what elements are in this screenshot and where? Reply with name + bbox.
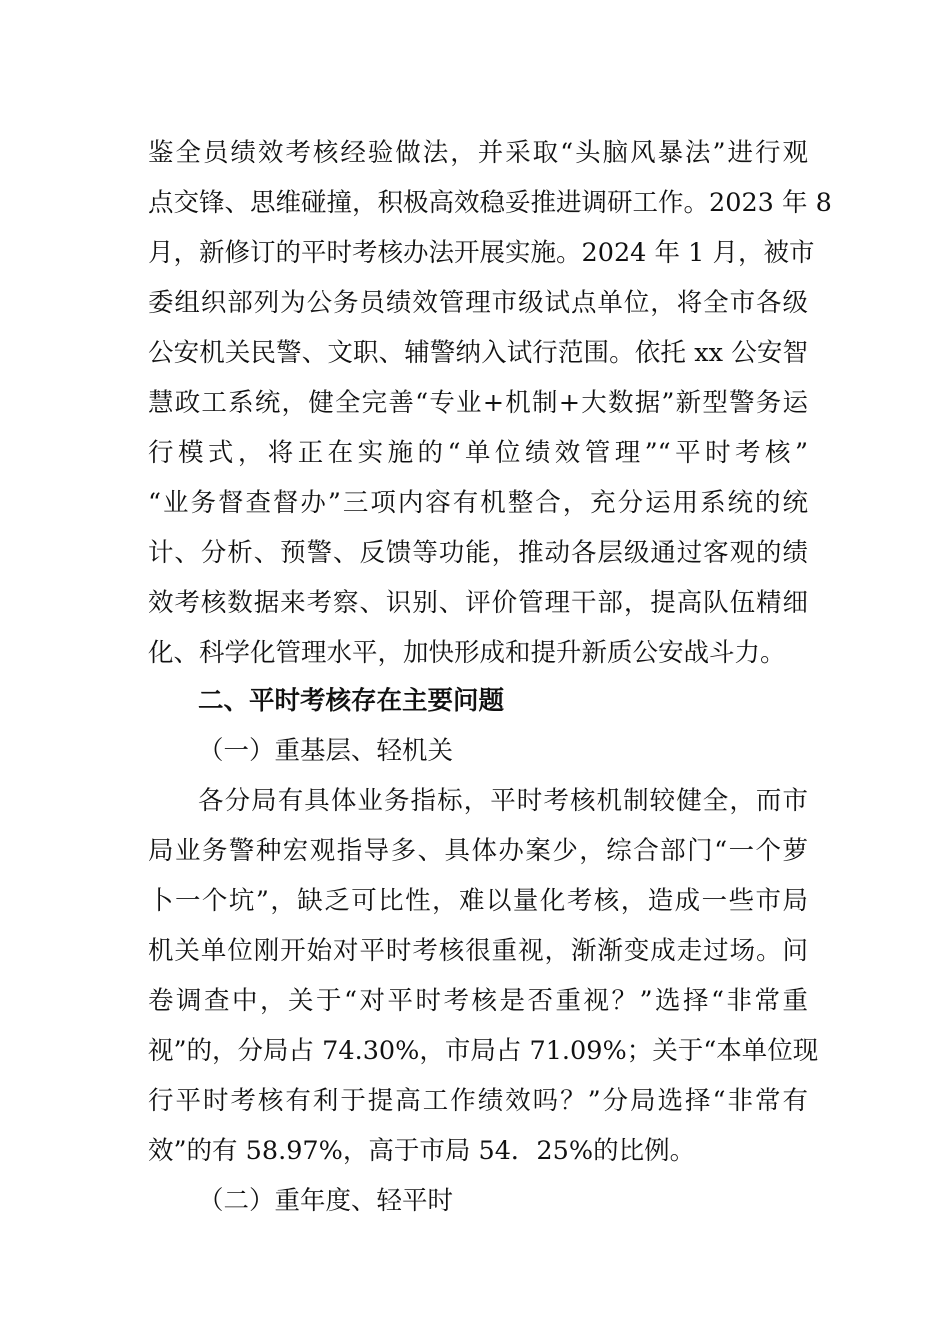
section-heading: 二、平时考核存在主要问题 bbox=[198, 686, 505, 716]
paragraph-line: 各分局有具体业务指标，平时考核机制较健全，而市 bbox=[198, 786, 808, 816]
paragraph-line: 行模式，将正在实施的“单位绩效管理”“平时考核” bbox=[148, 438, 808, 468]
paragraph-line: 鉴全员绩效考核经验做法，并采取“头脑风暴法”进行观 bbox=[148, 138, 808, 168]
paragraph-line: 行平时考核有利于提高工作绩效吗？”分局选择“非常有 bbox=[148, 1086, 808, 1116]
paragraph-line: 化、科学化管理水平，加快形成和提升新质公安战斗力。 bbox=[148, 638, 786, 668]
paragraph-line: 卷调查中，关于“对平时考核是否重视？”选择“非常重 bbox=[148, 986, 808, 1016]
paragraph-line: 月，新修订的平时考核办法开展实施。2024 年 1 月，被市 bbox=[148, 238, 815, 268]
paragraph-line: 效”的有 58.97%，高于市局 54．25%的比例。 bbox=[148, 1136, 696, 1166]
subsection-heading: （二）重年度、轻平时 bbox=[198, 1186, 454, 1216]
paragraph-line: 慧政工系统，健全完善“专业+机制+大数据”新型警务运 bbox=[148, 388, 808, 418]
paragraph-line: 点交锋、思维碰撞，积极高效稳妥推进调研工作。2023 年 8 bbox=[148, 188, 832, 218]
paragraph-line: 卜一个坑”，缺乏可比性，难以量化考核，造成一些市局 bbox=[148, 886, 808, 916]
paragraph-line: 效考核数据来考察、识别、评价管理干部，提高队伍精细 bbox=[148, 588, 808, 618]
paragraph-line: 视”的，分局占 74.30%，市局占 71.09%；关于“本单位现 bbox=[148, 1036, 819, 1066]
paragraph-line: “业务督查督办”三项内容有机整合，充分运用系统的统 bbox=[148, 488, 808, 518]
paragraph-line: 计、分析、预警、反馈等功能，推动各层级通过客观的绩 bbox=[148, 538, 808, 568]
paragraph-line: 委组织部列为公务员绩效管理市级试点单位，将全市各级 bbox=[148, 288, 808, 318]
paragraph-line: 局业务警种宏观指导多、具体办案少，综合部门“一个萝 bbox=[148, 836, 808, 866]
paragraph-line: 公安机关民警、文职、辅警纳入试行范围。依托 xx 公安智 bbox=[148, 338, 808, 368]
subsection-heading: （一）重基层、轻机关 bbox=[198, 736, 454, 766]
paragraph-line: 机关单位刚开始对平时考核很重视，渐渐变成走过场。问 bbox=[148, 936, 808, 966]
